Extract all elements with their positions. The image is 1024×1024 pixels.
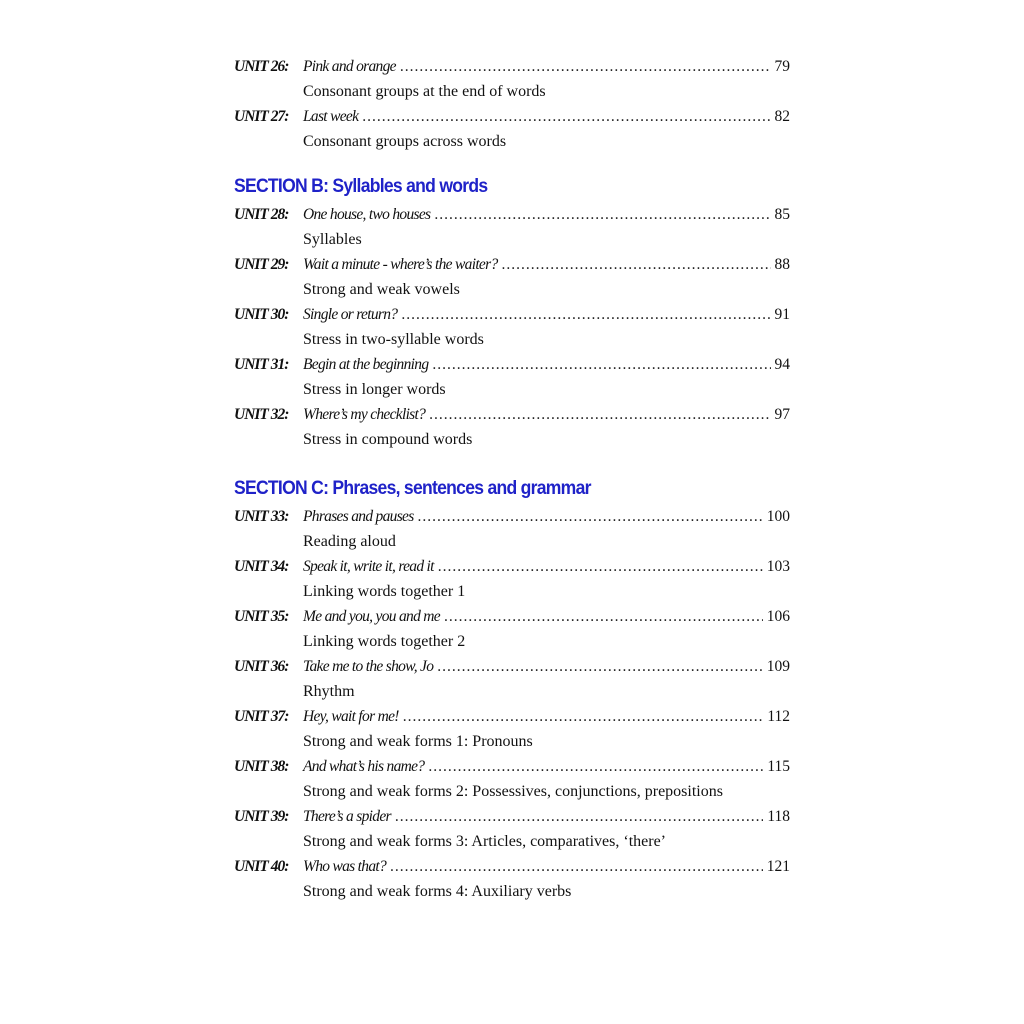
- dot-leader: [437, 658, 762, 676]
- unit-list: [234, 508, 790, 903]
- page-number: 79: [774, 58, 790, 75]
- section-b-heading: SECTION B: Syllables and words: [234, 175, 488, 197]
- unit-title: Pink and orange: [303, 58, 396, 75]
- dot-leader: [362, 108, 770, 126]
- unit-subtitle: Syllables: [303, 231, 362, 248]
- unit-title: Single or return?: [303, 306, 398, 323]
- unit-label: UNIT 36:: [234, 658, 289, 675]
- toc-entry: [234, 658, 790, 703]
- dot-leader: [434, 206, 770, 224]
- toc-entry-line: [234, 808, 790, 831]
- unit-subtitle: Consonant groups across words: [303, 133, 507, 150]
- dot-leader: [502, 256, 771, 274]
- unit-label: UNIT 34:: [234, 558, 289, 575]
- unit-label: UNIT 33:: [234, 508, 289, 525]
- toc-entry-line: [234, 406, 790, 429]
- unit-title: One house, two houses: [303, 206, 431, 223]
- toc-entry: [234, 58, 790, 103]
- toc-entry-line: [234, 108, 790, 131]
- unit-title: Me and you, you and me: [303, 608, 440, 625]
- toc-entry: [234, 708, 790, 753]
- unit-label: UNIT 31:: [234, 356, 289, 373]
- dot-leader: [428, 758, 763, 776]
- unit-title: Begin at the beginning: [303, 356, 429, 373]
- toc-entry: [234, 558, 790, 603]
- unit-label: UNIT 28:: [234, 206, 289, 223]
- unit-subtitle: Strong and weak forms 4: Auxiliary verbs: [303, 883, 572, 900]
- toc-entry: [234, 306, 790, 351]
- toc-entry: [234, 608, 790, 653]
- toc-entry: [234, 356, 790, 401]
- page-number: 100: [766, 508, 790, 525]
- unit-label: UNIT 32:: [234, 406, 289, 423]
- unit-label: UNIT 40:: [234, 858, 289, 875]
- toc-entry-line: [234, 206, 790, 229]
- unit-subtitle: Strong and weak forms 1: Pronouns: [303, 733, 533, 750]
- unit-title: Last week: [303, 108, 359, 125]
- toc-entry-line: [234, 608, 790, 631]
- dot-leader: [401, 306, 770, 324]
- table-of-contents: [234, 58, 790, 908]
- toc-entry: [234, 256, 790, 301]
- unit-list: [234, 206, 790, 451]
- unit-label: UNIT 27:: [234, 108, 289, 125]
- toc-entry-line: [234, 558, 790, 581]
- dot-leader: [438, 558, 763, 576]
- toc-entry: [234, 508, 790, 553]
- toc-entry: [234, 108, 790, 153]
- page-number: 88: [774, 256, 790, 273]
- toc-entry-line: [234, 306, 790, 329]
- unit-title: Wait a minute - where’s the waiter?: [303, 256, 498, 273]
- unit-label: UNIT 38:: [234, 758, 289, 775]
- unit-title: And what’s his name?: [303, 758, 425, 775]
- dot-leader: [432, 356, 770, 374]
- toc-entry-line: [234, 708, 790, 731]
- unit-subtitle: Stress in longer words: [303, 381, 446, 398]
- unit-title: There’s a spider: [303, 808, 391, 825]
- unit-subtitle: Stress in two-syllable words: [303, 331, 484, 348]
- section-c-heading: SECTION C: Phrases, sentences and grammar: [234, 477, 591, 499]
- toc-entry-line: [234, 658, 790, 681]
- unit-label: UNIT 35:: [234, 608, 289, 625]
- dot-leader: [400, 58, 771, 76]
- page-number: 115: [767, 758, 790, 775]
- unit-label: UNIT 39:: [234, 808, 289, 825]
- unit-subtitle: Linking words together 1: [303, 583, 466, 600]
- dot-leader: [444, 608, 763, 626]
- unit-subtitle: Strong and weak forms 2: Possessives, conjunctions, prepositions: [303, 783, 723, 800]
- toc-entry-line: [234, 356, 790, 379]
- toc-entry-line: [234, 508, 790, 531]
- unit-title: Take me to the show, Jo: [303, 658, 434, 675]
- page-number: 85: [774, 206, 790, 223]
- page-number: 103: [766, 558, 790, 575]
- page-number: 94: [774, 356, 790, 373]
- unit-label: UNIT 30:: [234, 306, 289, 323]
- unit-subtitle: Consonant groups at the end of words: [303, 83, 546, 100]
- toc-entry-line: [234, 256, 790, 279]
- toc-entry-line: [234, 858, 790, 881]
- toc-entry: [234, 406, 790, 451]
- dot-leader: [418, 508, 763, 526]
- unit-title: Phrases and pauses: [303, 508, 414, 525]
- page-number: 109: [766, 658, 790, 675]
- dot-leader: [395, 808, 763, 826]
- toc-entry-line: [234, 758, 790, 781]
- page-number: 118: [767, 808, 790, 825]
- toc-entry: [234, 808, 790, 853]
- toc-entry: [234, 758, 790, 803]
- page-number: 106: [766, 608, 790, 625]
- toc-entry: [234, 858, 790, 903]
- toc-entry: [234, 206, 790, 251]
- unit-subtitle: Reading aloud: [303, 533, 396, 550]
- dot-leader: [429, 406, 770, 424]
- page-number: 82: [774, 108, 790, 125]
- dot-leader: [390, 858, 763, 876]
- unit-title: Speak it, write it, read it: [303, 558, 434, 575]
- page-number: 91: [774, 306, 790, 323]
- unit-list: [234, 58, 790, 153]
- unit-subtitle: Strong and weak vowels: [303, 281, 460, 298]
- unit-subtitle: Stress in compound words: [303, 431, 473, 448]
- unit-label: UNIT 37:: [234, 708, 289, 725]
- page-number: 97: [774, 406, 790, 423]
- page-number: 121: [766, 858, 790, 875]
- unit-title: Hey, wait for me!: [303, 708, 399, 725]
- unit-title: Where’s my checklist?: [303, 406, 426, 423]
- toc-entry-line: [234, 58, 790, 81]
- unit-subtitle: Linking words together 2: [303, 633, 466, 650]
- unit-subtitle: Strong and weak forms 3: Articles, comparatives, ‘there’: [303, 833, 666, 850]
- unit-subtitle: Rhythm: [303, 683, 355, 700]
- dot-leader: [403, 708, 764, 726]
- unit-title: Who was that?: [303, 858, 387, 875]
- page-number: 112: [767, 708, 790, 725]
- unit-label: UNIT 29:: [234, 256, 289, 273]
- unit-label: UNIT 26:: [234, 58, 289, 75]
